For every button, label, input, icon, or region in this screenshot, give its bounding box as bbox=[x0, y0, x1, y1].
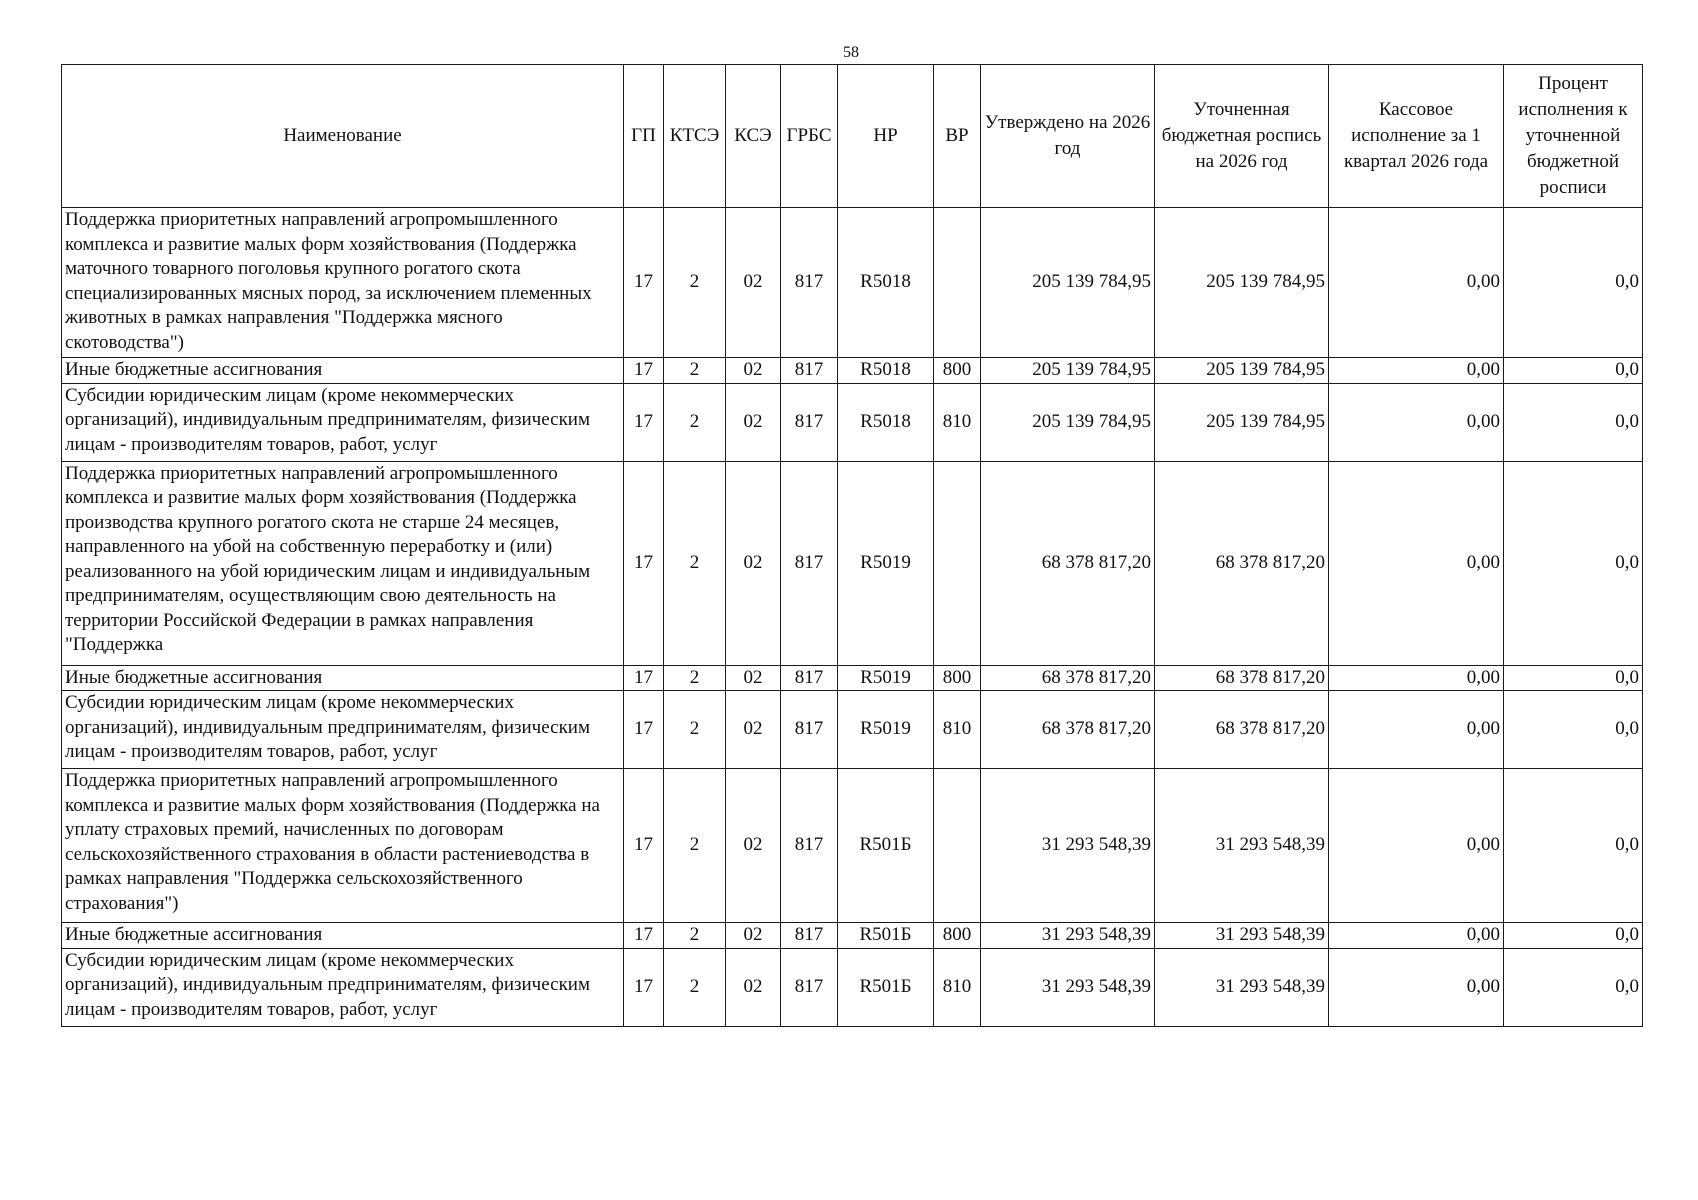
cell-grbs: 817 bbox=[781, 208, 838, 358]
table-row bbox=[62, 691, 1643, 769]
column-header-vr: ВР bbox=[934, 65, 981, 208]
cell-kse: 02 bbox=[726, 769, 781, 923]
cell-vr: 810 bbox=[934, 691, 981, 769]
cell-percent: 0,0 bbox=[1504, 665, 1643, 691]
cell-nr: R501Б bbox=[838, 948, 934, 1026]
cell-kse: 02 bbox=[726, 461, 781, 665]
cell-nr: R5019 bbox=[838, 461, 934, 665]
cell-grbs: 817 bbox=[781, 948, 838, 1026]
cell-refined: 205 139 784,95 bbox=[1155, 358, 1329, 384]
table-row bbox=[62, 948, 1643, 1026]
cell-ktse: 2 bbox=[664, 923, 726, 949]
cell-cash: 0,00 bbox=[1329, 665, 1504, 691]
cell-grbs: 817 bbox=[781, 691, 838, 769]
cell-percent: 0,0 bbox=[1504, 208, 1643, 358]
table-row bbox=[62, 665, 1643, 691]
cell-nr: R501Б bbox=[838, 923, 934, 949]
column-header-cash: Кассовое исполнение за 1 квартал 2026 года bbox=[1329, 65, 1504, 208]
cell-cash: 0,00 bbox=[1329, 383, 1504, 461]
cell-gp: 17 bbox=[624, 358, 664, 384]
cell-nr: R5019 bbox=[838, 665, 934, 691]
cell-cash: 0,00 bbox=[1329, 208, 1504, 358]
cell-percent: 0,0 bbox=[1504, 948, 1643, 1026]
cell-ktse: 2 bbox=[664, 358, 726, 384]
column-header-refined: Уточненная бюджетная роспись на 2026 год bbox=[1155, 65, 1329, 208]
cell-percent: 0,0 bbox=[1504, 383, 1643, 461]
cell-approved: 31 293 548,39 bbox=[981, 948, 1155, 1026]
cell-vr bbox=[934, 769, 981, 923]
cell-gp: 17 bbox=[624, 665, 664, 691]
cell-gp: 17 bbox=[624, 691, 664, 769]
cell-ktse: 2 bbox=[664, 383, 726, 461]
budget-table bbox=[61, 64, 1643, 1027]
row-name: Субсидии юридическим лицам (кроме некоммерческих организаций), индивидуальным предпринимателям, физическим лицам - производителям товаров, работ, услуг bbox=[62, 948, 624, 1026]
cell-kse: 02 bbox=[726, 948, 781, 1026]
cell-grbs: 817 bbox=[781, 923, 838, 949]
cell-kse: 02 bbox=[726, 358, 781, 384]
cell-grbs: 817 bbox=[781, 383, 838, 461]
row-name: Поддержка приоритетных направлений агропромышленного комплекса и развитие малых форм хозяйствования (Поддержка на уплату страховых премий, начисленных по договорам сельскохозяйственного страхования в области растениеводства в рамках направления "Поддержка сельскохозяйственного страхования") bbox=[62, 769, 624, 923]
cell-kse: 02 bbox=[726, 665, 781, 691]
table-row bbox=[62, 383, 1643, 461]
cell-nr: R5018 bbox=[838, 358, 934, 384]
cell-percent: 0,0 bbox=[1504, 923, 1643, 949]
cell-kse: 02 bbox=[726, 691, 781, 769]
cell-kse: 02 bbox=[726, 208, 781, 358]
cell-cash: 0,00 bbox=[1329, 691, 1504, 769]
cell-refined: 31 293 548,39 bbox=[1155, 769, 1329, 923]
row-name: Иные бюджетные ассигнования bbox=[62, 358, 624, 384]
cell-cash: 0,00 bbox=[1329, 769, 1504, 923]
row-name: Поддержка приоритетных направлений агропромышленного комплекса и развитие малых форм хозяйствования (Поддержка маточного товарного поголовья крупного рогатого скота специализированных мясных пород, за исключением племенных животных в рамках направления "Поддержка мясного скотоводства") bbox=[62, 208, 624, 358]
cell-refined: 68 378 817,20 bbox=[1155, 691, 1329, 769]
cell-approved: 205 139 784,95 bbox=[981, 383, 1155, 461]
cell-ktse: 2 bbox=[664, 665, 726, 691]
cell-ktse: 2 bbox=[664, 208, 726, 358]
table-row bbox=[62, 208, 1643, 358]
page-number: 58 bbox=[843, 44, 859, 61]
cell-approved: 205 139 784,95 bbox=[981, 358, 1155, 384]
row-name: Субсидии юридическим лицам (кроме некоммерческих организаций), индивидуальным предпринимателям, физическим лицам - производителям товаров, работ, услуг bbox=[62, 691, 624, 769]
cell-vr bbox=[934, 208, 981, 358]
row-name: Субсидии юридическим лицам (кроме некоммерческих организаций), индивидуальным предпринимателям, физическим лицам - производителям товаров, работ, услуг bbox=[62, 383, 624, 461]
cell-kse: 02 bbox=[726, 383, 781, 461]
cell-grbs: 817 bbox=[781, 358, 838, 384]
column-header-percent: Процент исполнения к уточненной бюджетной росписи bbox=[1504, 65, 1643, 208]
cell-kse: 02 bbox=[726, 923, 781, 949]
cell-refined: 31 293 548,39 bbox=[1155, 948, 1329, 1026]
cell-approved: 68 378 817,20 bbox=[981, 691, 1155, 769]
cell-percent: 0,0 bbox=[1504, 358, 1643, 384]
row-name-text: Поддержка приоритетных направлений агропромышленного комплекса и развитие малых форм хозяйствования (Поддержка производства крупного рогатого скота не старше 24 месяцев, направленного на убой на собственную переработку и (или) реализованного на убой юридическим лицам и индивидуальным предпринимателям, осуществляющим свою деятельность на территории Российской Федерации в рамках направления "Поддержка bbox=[65, 462, 591, 655]
cell-vr: 810 bbox=[934, 383, 981, 461]
cell-vr: 810 bbox=[934, 948, 981, 1026]
cell-refined: 68 378 817,20 bbox=[1155, 665, 1329, 691]
cell-nr: R501Б bbox=[838, 769, 934, 923]
column-header-kse: КСЭ bbox=[726, 65, 781, 208]
cell-ktse: 2 bbox=[664, 769, 726, 923]
cell-approved: 31 293 548,39 bbox=[981, 769, 1155, 923]
cell-grbs: 817 bbox=[781, 665, 838, 691]
cell-ktse: 2 bbox=[664, 691, 726, 769]
table-row bbox=[62, 923, 1643, 949]
cell-refined: 68 378 817,20 bbox=[1155, 461, 1329, 665]
cell-percent: 0,0 bbox=[1504, 461, 1643, 665]
cell-gp: 17 bbox=[624, 769, 664, 923]
cell-grbs: 817 bbox=[781, 461, 838, 665]
cell-cash: 0,00 bbox=[1329, 923, 1504, 949]
cell-gp: 17 bbox=[624, 208, 664, 358]
cell-vr: 800 bbox=[934, 923, 981, 949]
cell-nr: R5018 bbox=[838, 208, 934, 358]
cell-cash: 0,00 bbox=[1329, 461, 1504, 665]
cell-ktse: 2 bbox=[664, 461, 726, 665]
cell-nr: R5018 bbox=[838, 383, 934, 461]
cell-gp: 17 bbox=[624, 923, 664, 949]
cell-grbs: 817 bbox=[781, 769, 838, 923]
cell-gp: 17 bbox=[624, 948, 664, 1026]
cell-cash: 0,00 bbox=[1329, 358, 1504, 384]
row-name bbox=[62, 461, 624, 665]
table-row bbox=[62, 358, 1643, 384]
cell-approved: 68 378 817,20 bbox=[981, 665, 1155, 691]
cell-vr: 800 bbox=[934, 358, 981, 384]
cell-cash: 0,00 bbox=[1329, 948, 1504, 1026]
cell-refined: 31 293 548,39 bbox=[1155, 923, 1329, 949]
cell-percent: 0,0 bbox=[1504, 691, 1643, 769]
column-header-gp: ГП bbox=[624, 65, 664, 208]
cell-gp: 17 bbox=[624, 383, 664, 461]
row-name: Иные бюджетные ассигнования bbox=[62, 665, 624, 691]
cell-vr: 800 bbox=[934, 665, 981, 691]
table-header-row bbox=[62, 65, 1643, 208]
cell-refined: 205 139 784,95 bbox=[1155, 383, 1329, 461]
column-header-grbs: ГРБС bbox=[781, 65, 838, 208]
column-header-name: Наименование bbox=[62, 65, 624, 208]
cell-vr bbox=[934, 461, 981, 665]
table-row bbox=[62, 461, 1643, 665]
cell-approved: 31 293 548,39 bbox=[981, 923, 1155, 949]
row-name: Иные бюджетные ассигнования bbox=[62, 923, 624, 949]
cell-approved: 205 139 784,95 bbox=[981, 208, 1155, 358]
column-header-ktse: КТСЭ bbox=[664, 65, 726, 208]
column-header-approved: Утверждено на 2026 год bbox=[981, 65, 1155, 208]
column-header-nr: НР bbox=[838, 65, 934, 208]
cell-refined: 205 139 784,95 bbox=[1155, 208, 1329, 358]
cell-nr: R5019 bbox=[838, 691, 934, 769]
cell-percent: 0,0 bbox=[1504, 769, 1643, 923]
cell-approved: 68 378 817,20 bbox=[981, 461, 1155, 665]
cell-gp: 17 bbox=[624, 461, 664, 665]
table-row bbox=[62, 769, 1643, 923]
cell-ktse: 2 bbox=[664, 948, 726, 1026]
